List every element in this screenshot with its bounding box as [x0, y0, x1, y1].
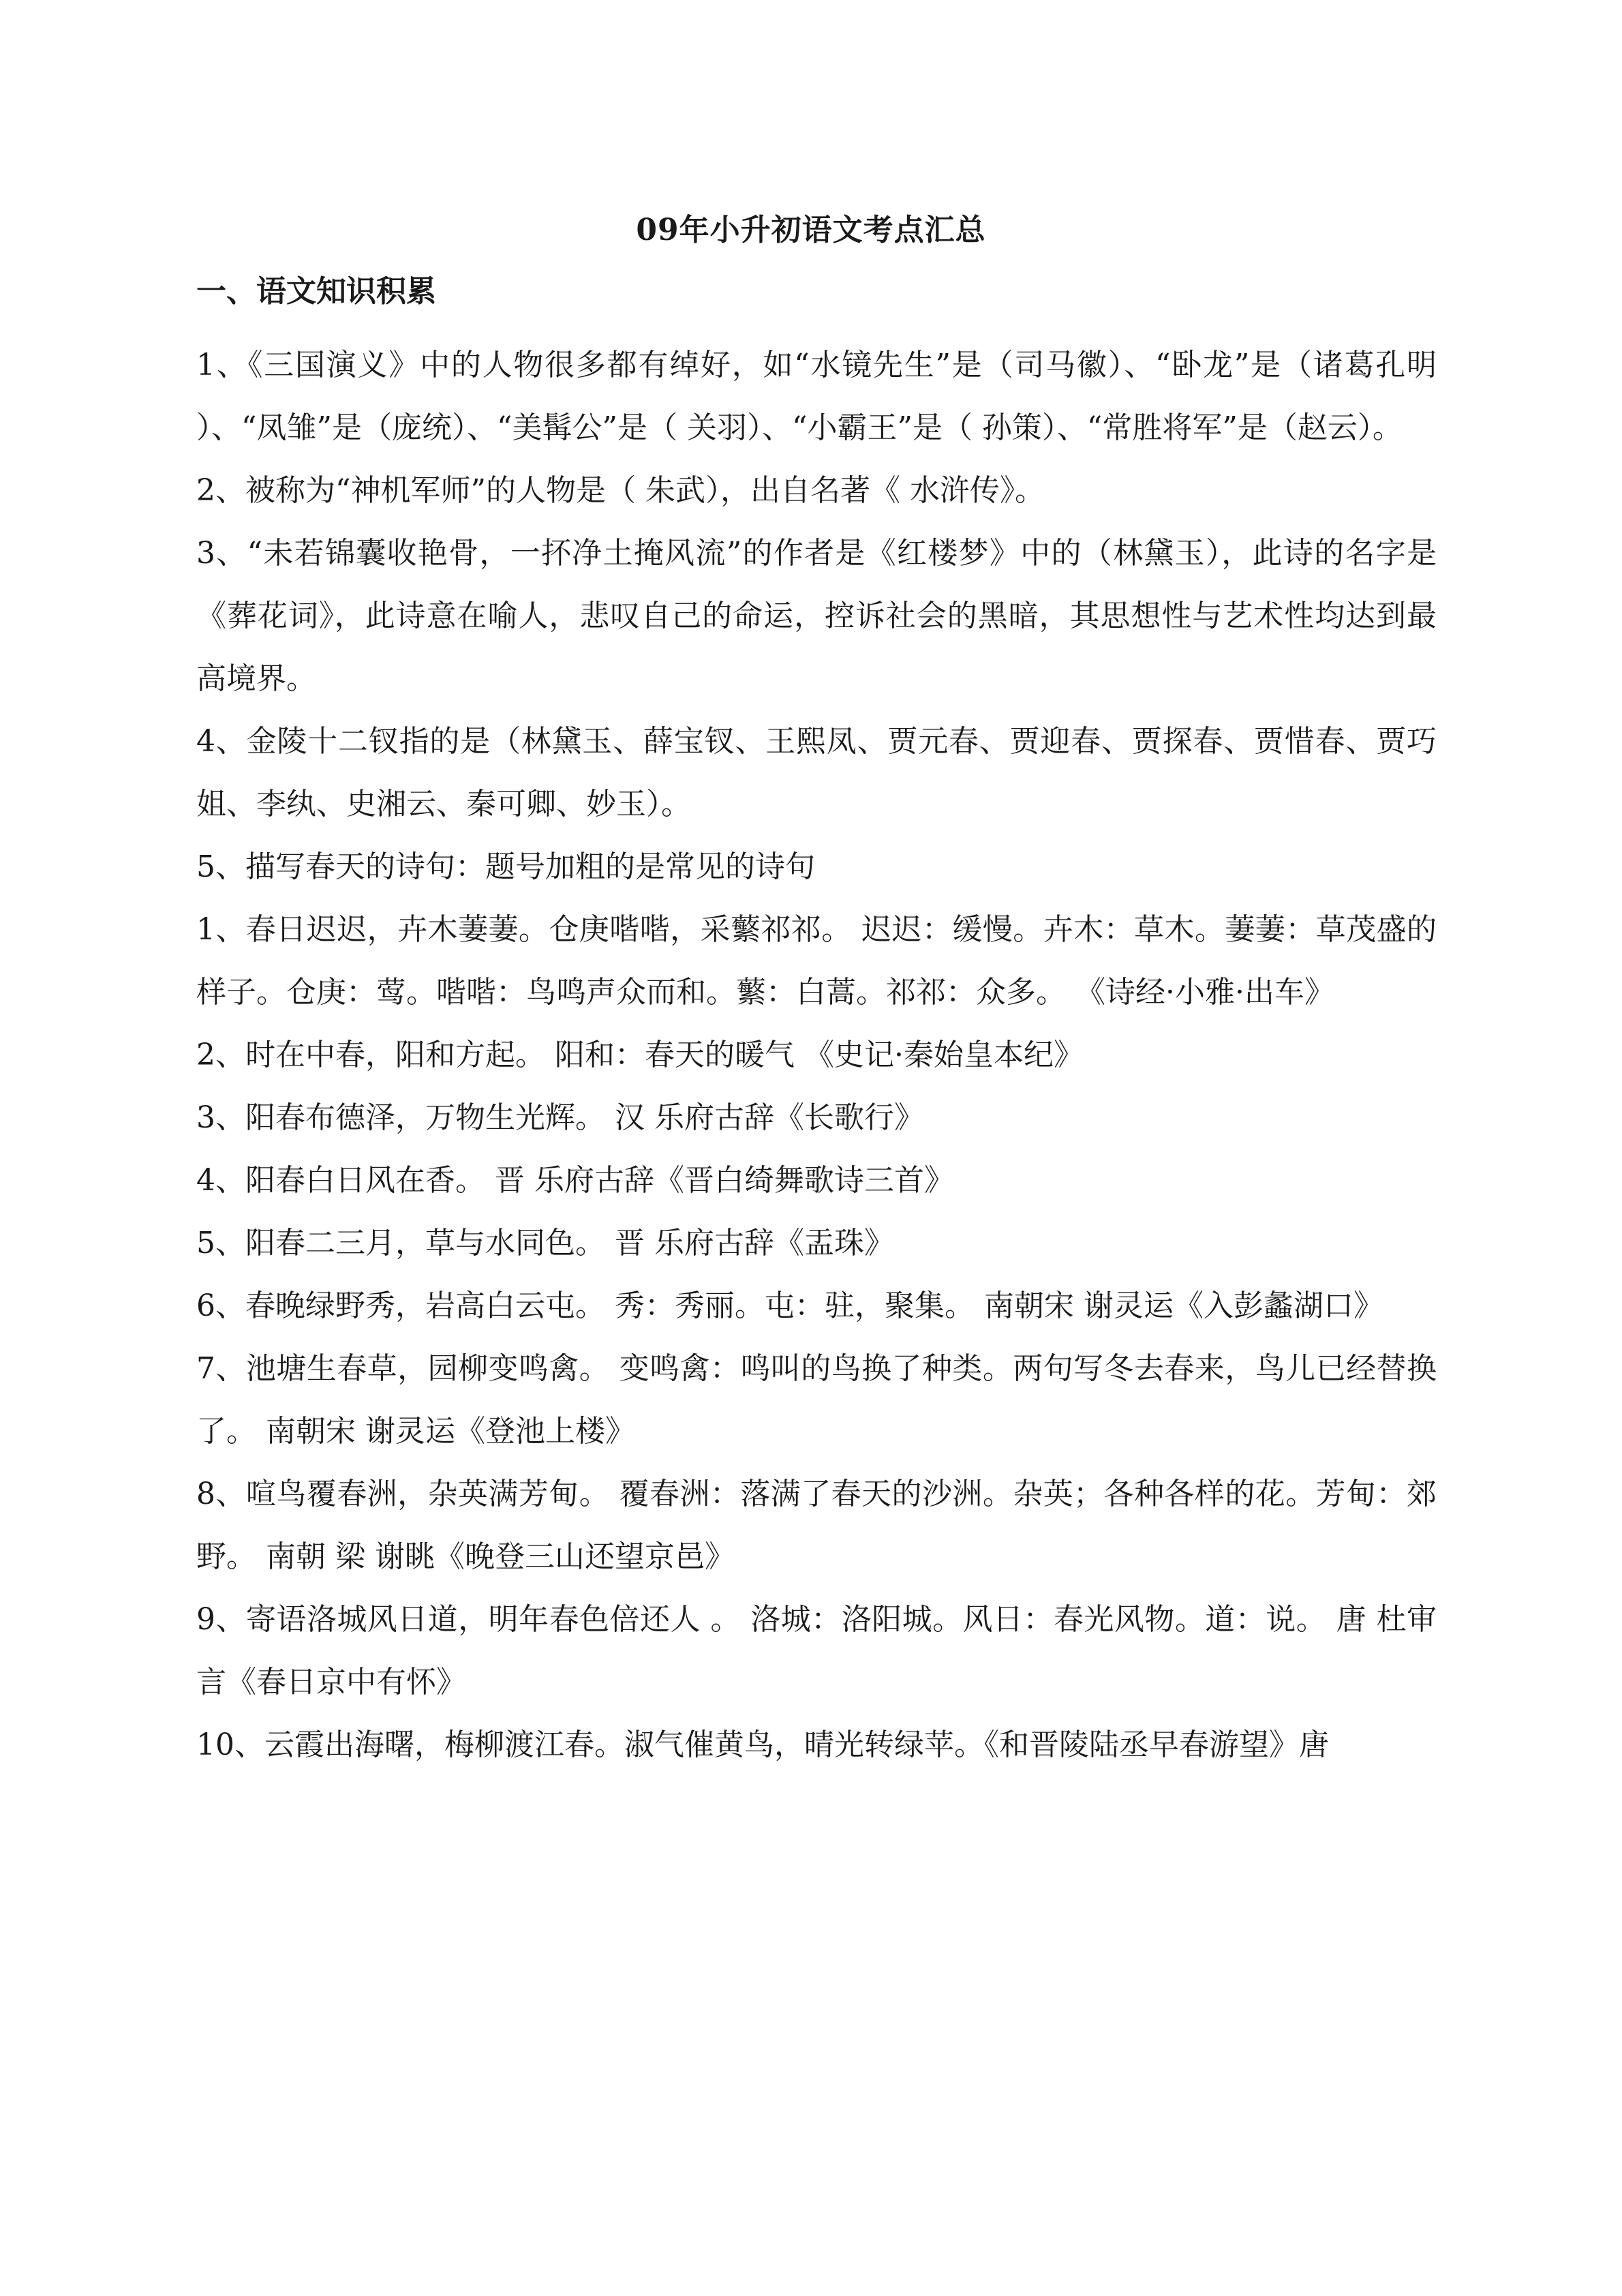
poem-7: 7、池塘生春草，园柳变鸣禽。 变鸣禽：鸣叫的鸟换了种类。两句写冬去春来，鸟儿已经替换了。 南朝宋 谢灵运《登池上楼》: [196, 1351, 1437, 1449]
poem-9: 9、寄语洛城风日道，明年春色倍还人 。 洛城：洛阳城。风日：春光风物。道：说。 唐 杜审言《春日京中有怀》: [196, 1602, 1437, 1700]
poem-10: 10、云霞出海曙，梅柳渡江春。淑气催黄鸟，晴光转绿苹。《和晋陵陆丞早春游望》唐: [196, 1727, 1329, 1762]
poem-3: 3、阳春布德泽，万物生光辉。 汉 乐府古辞《长歌行》: [196, 1100, 924, 1135]
section-heading: 一、语文知识积累: [196, 274, 436, 309]
poem-4: 4、阳春白日风在香。 晋 乐府古辞《晋白绮舞歌诗三首》: [196, 1163, 954, 1198]
paragraph-2: 2、被称为“神机军师”的人物是（ 朱武），出自名著《 水浒传》。: [196, 473, 1045, 508]
poem-1: 1、春日迟迟，卉木萋萋。仓庚喈喈，采蘩祁祁。 迟迟：缓慢。卉木：草木。萋萋：草茂盛的样子。仓庚：莺。喈喈：鸟鸣声众而和。蘩：白蒿。祁祁：众多。 《诗经·小雅·出车》: [196, 912, 1437, 1010]
poem-5: 5、阳春二三月，草与水同色。 晋 乐府古辞《盂珠》: [196, 1226, 894, 1260]
document-title: 09年小升初语文考点汇总: [636, 213, 986, 247]
paragraph-3: 3、“未若锦囊收艳骨，一抔净土掩风流”的作者是《红楼梦》中的（林黛玉），此诗的名字是《葬花词》，此诗意在喻人，悲叹自己的命运，控诉社会的黑暗，其思想性与艺术性均达到最高境界。: [196, 536, 1437, 696]
paragraph-1: 1、《三国演义》中的人物很多都有绰好，如“水镜先生”是（司马徽）、“卧龙”是（诸葛孔明 ）、“凤雏”是（庞统）、“美髯公”是（ 关羽）、“小霸王”是（ 孙策）、“常胜将军”是（赵云）。: [196, 348, 1437, 445]
paragraph-5: 5、描写春天的诗句：题号加粗的是常见的诗句: [196, 849, 815, 884]
document-body: [196, 271, 1437, 1777]
poem-8: 8、喧鸟覆春洲，杂英满芳甸。 覆春洲：落满了春天的沙洲。杂英；各种各样的花。芳甸：郊野。 南朝 梁 谢眺《晚登三山还望京邑》: [196, 1477, 1437, 1574]
poem-6: 6、春晚绿野秀，岩高白云屯。 秀：秀丽。屯：驻，聚集。 南朝宋 谢灵运《入彭蠡湖口》: [196, 1288, 1383, 1323]
paragraph-4: 4、金陵十二钗指的是（林黛玉、薛宝钗、王熙凤、贾元春、贾迎春、贾探春、贾惜春、贾巧姐、李纨、史湘云、秦可卿、妙玉）。: [196, 724, 1437, 821]
poem-2: 2、时在中春，阳和方起。 阳和：春天的暖气 《史记·秦始皇本纪》: [196, 1038, 1084, 1072]
